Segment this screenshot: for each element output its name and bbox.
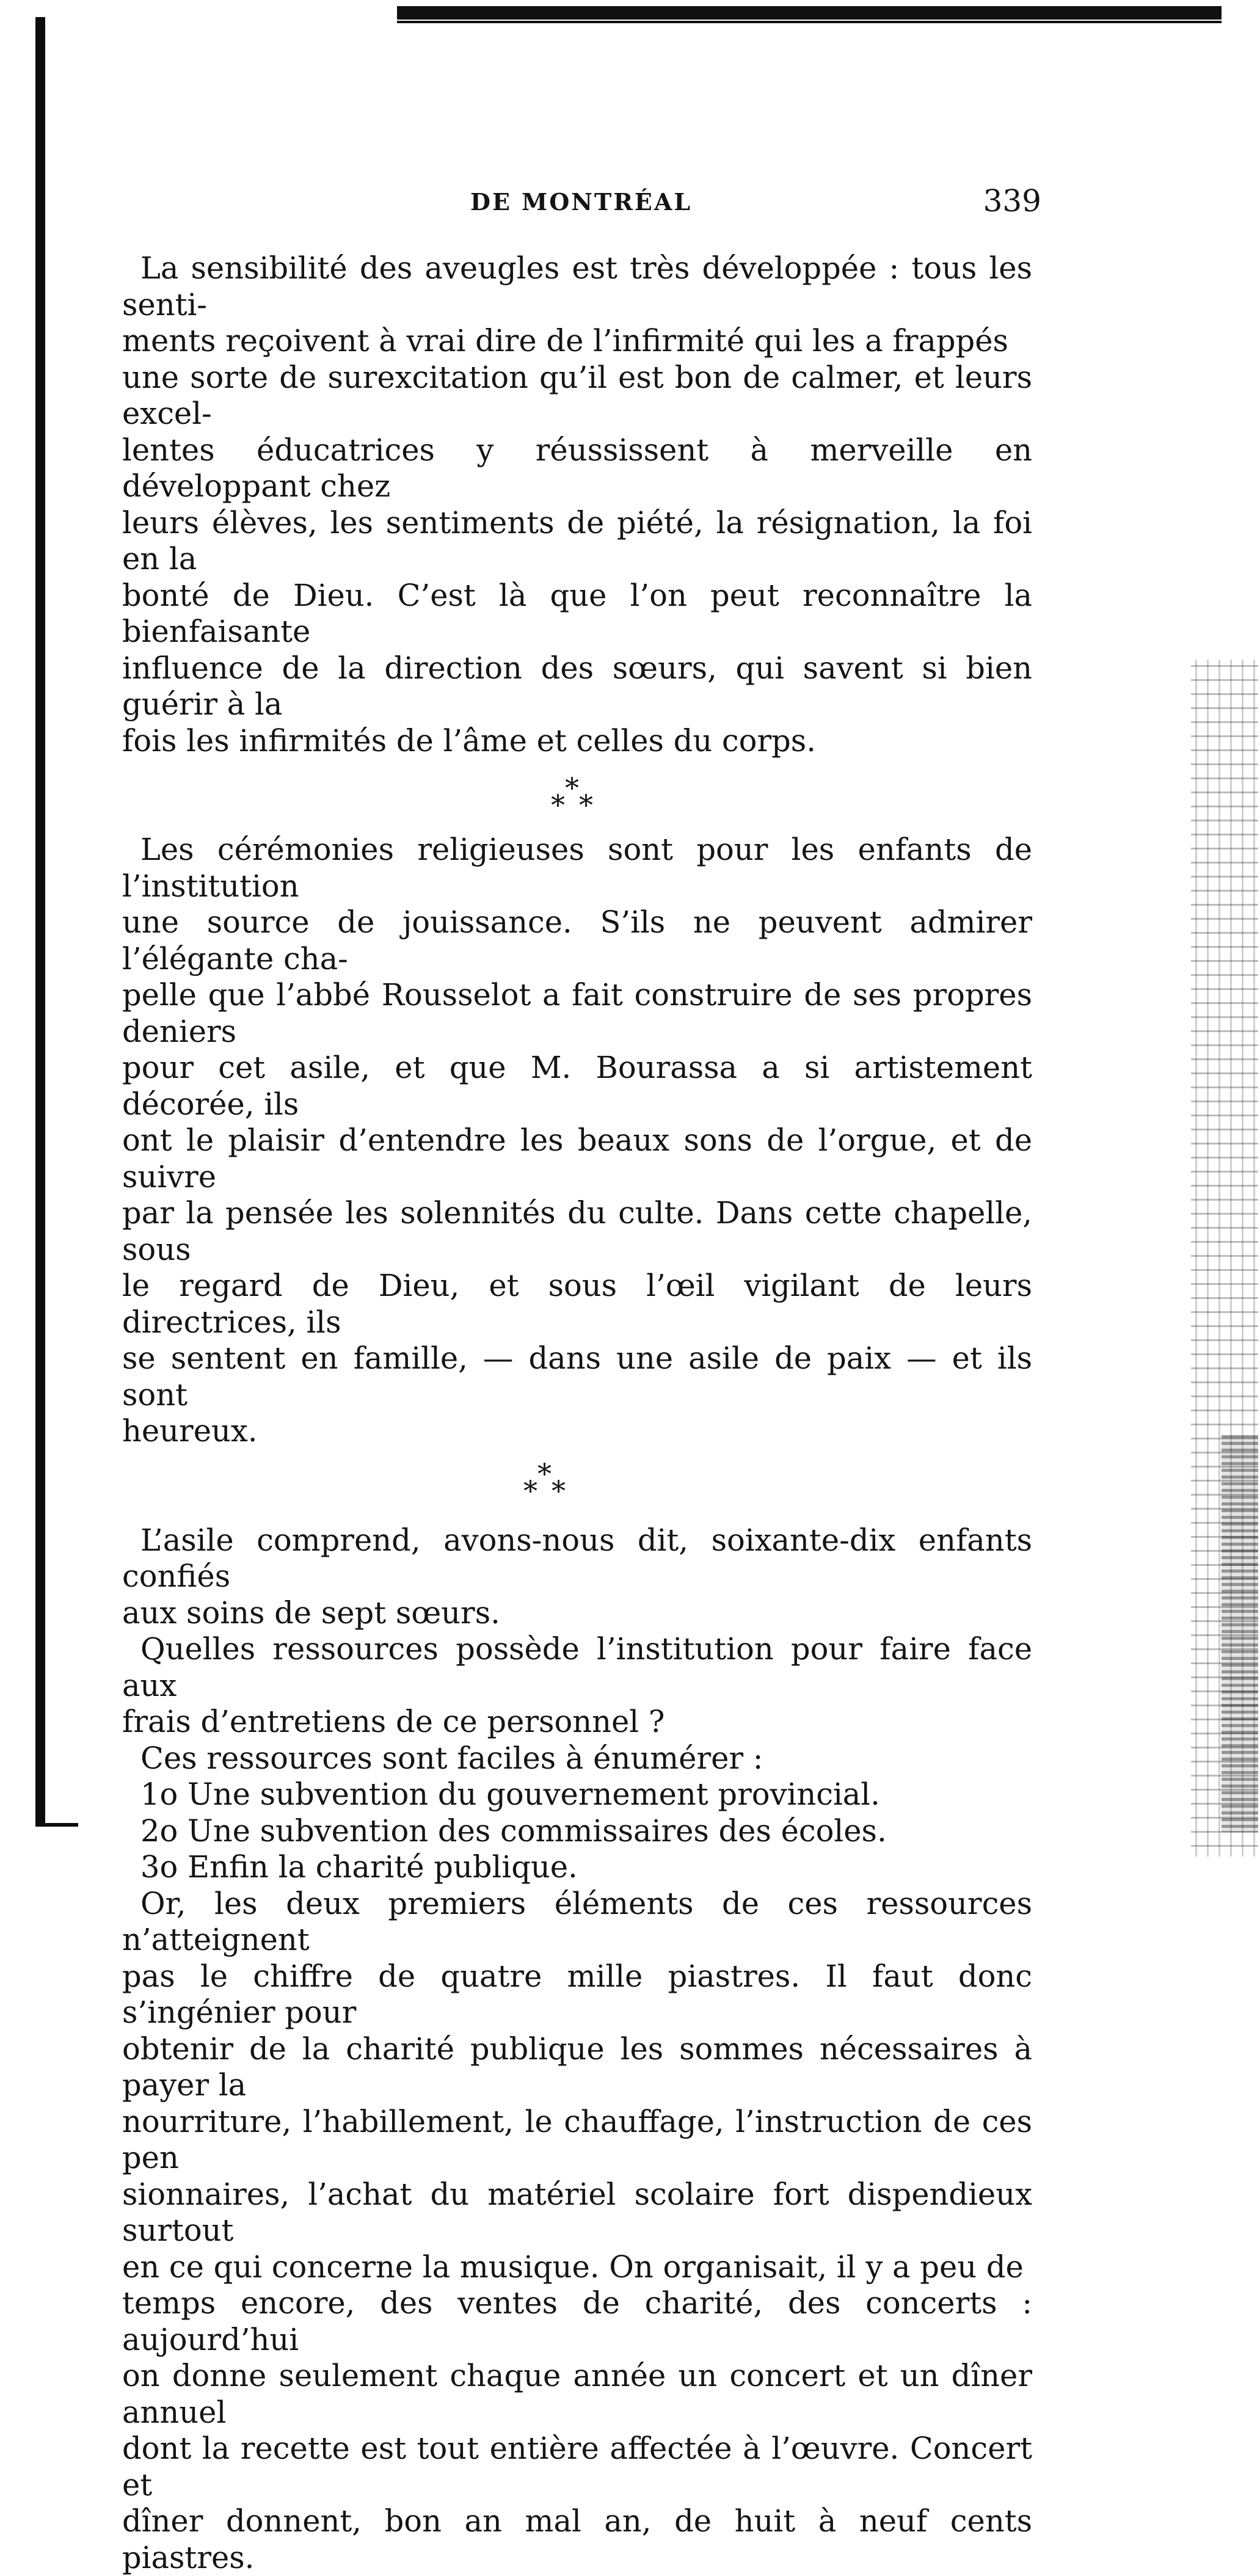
text-line: le regard de Dieu, et sous l’œil vigilant de leurs directrices, ils — [122, 1268, 1032, 1341]
scan-top-rule-thin — [397, 21, 1222, 23]
list-item: 1o Une subvention du gouvernement provincial. — [122, 1777, 1032, 1813]
list-item: 3o Enfin la charité publique. — [122, 1849, 1032, 1886]
list-item: 2o Une subvention des commissaires des écoles. — [122, 1813, 1032, 1850]
text-line: dont la recette est tout entière affectée à l’œuvre. Concert et — [122, 2431, 1032, 2503]
scan-bottom-edge — [35, 1823, 78, 1827]
paragraph-asile — [122, 1523, 1032, 1632]
asterism-star: * — [537, 1460, 552, 1488]
asterism-star: * — [579, 791, 593, 819]
asterism-separator — [122, 1450, 1032, 1523]
text-line: par la pensée les solennités du culte. Dans cette chapelle, sous — [122, 1195, 1032, 1268]
paragraph-ressources-question — [122, 1631, 1032, 1741]
text-line: frais d’entretiens de ce personnel ? — [122, 1704, 1032, 1741]
text-line: pelle que l’abbé Rousselot a fait construire de ses propres deniers — [122, 977, 1032, 1050]
text-line: dîner donnent, bon an mal an, de huit à neuf cents piastres. — [122, 2503, 1032, 2576]
scan-left-edge — [35, 17, 45, 1825]
text-line: lentes éducatrices y réussissent à merveille en développant chez — [122, 432, 1032, 505]
text-line: ments reçoivent à vrai dire de l’infirmité qui les a frappés — [122, 323, 1032, 360]
text-line: aux soins de sept sœurs. — [122, 1595, 1032, 1632]
text-line: pas le chiffre de quatre mille piastres. Il faut donc s’ingénier pour — [122, 1959, 1032, 2031]
text-line: ont le plaisir d’entendre les beaux sons de l’orgue, et de suivre — [122, 1122, 1032, 1195]
text-line: Les cérémonies religieuses sont pour les enfants de l’institution — [122, 832, 1032, 904]
scan-top-rule — [397, 6, 1222, 20]
scan-right-noise-dense — [1222, 1435, 1258, 1832]
asterism-star: * — [552, 1477, 566, 1505]
text-line: pour cet asile, et que M. Bourassa a si artistement décorée, ils — [122, 1050, 1032, 1122]
text-line: on donne seulement chaque année un concert et un dîner annuel — [122, 2358, 1032, 2431]
paragraph-sensibilite — [122, 250, 1032, 759]
text-line: La sensibilité des aveugles est très développée : tous les senti- — [122, 250, 1032, 323]
page-header — [122, 183, 1041, 220]
text-line: se sentent en famille, — dans une asile de paix — et ils sont — [122, 1341, 1032, 1413]
asterism-star: * — [523, 1477, 537, 1505]
text-line: bonté de Dieu. C’est là que l’on peut reconnaître la bienfaisante — [122, 578, 1032, 650]
paragraph-ressources-intro — [122, 1741, 1032, 1777]
text-line: heureux. — [122, 1413, 1032, 1450]
resources-list — [122, 1777, 1032, 1886]
asterism-star: * — [551, 791, 565, 819]
text-line: Or, les deux premiers éléments de ces ressources n’atteignent — [122, 1886, 1032, 1959]
asterism-separator — [122, 759, 1032, 832]
text-line: en ce qui concerne la musique. On organisait, il y a peu de — [122, 2249, 1032, 2286]
text-line: leurs élèves, les sentiments de piété, la résignation, la foi en la — [122, 505, 1032, 578]
paragraph-ceremonies — [122, 832, 1032, 1450]
page-number: 339 — [983, 183, 1041, 219]
text-line: L’asile comprend, avons-nous dit, soixante-dix enfants confiés — [122, 1523, 1032, 1595]
running-head: DE MONTRÉAL — [470, 188, 692, 216]
text-line: une sorte de surexcitation qu’il est bon de calmer, et leurs excel- — [122, 360, 1032, 432]
asterism-star: * — [565, 774, 579, 802]
text-line: influence de la direction des sœurs, qui savent si bien guérir à la — [122, 650, 1032, 723]
text-line: sionnaires, l’achat du matériel scolaire fort dispendieux surtout — [122, 2177, 1032, 2249]
text-line: Ces ressources sont faciles à énumérer : — [122, 1741, 1032, 1777]
text-line: fois les infirmités de l’âme et celles du corps. — [122, 723, 1032, 760]
page-body — [122, 250, 1032, 2576]
text-line: nourriture, l’habillement, le chauffage, l’instruction de ces pen — [122, 2104, 1032, 2177]
text-line: obtenir de la charité publique les sommes nécessaires à payer la — [122, 2031, 1032, 2104]
text-line: une source de jouissance. S’ils ne peuvent admirer l’élégante cha- — [122, 904, 1032, 977]
text-line: temps encore, des ventes de charité, des concerts : aujourd’hui — [122, 2285, 1032, 2358]
paragraph-elements — [122, 1886, 1032, 2576]
text-line: Quelles ressources possède l’institution pour faire face aux — [122, 1631, 1032, 1704]
